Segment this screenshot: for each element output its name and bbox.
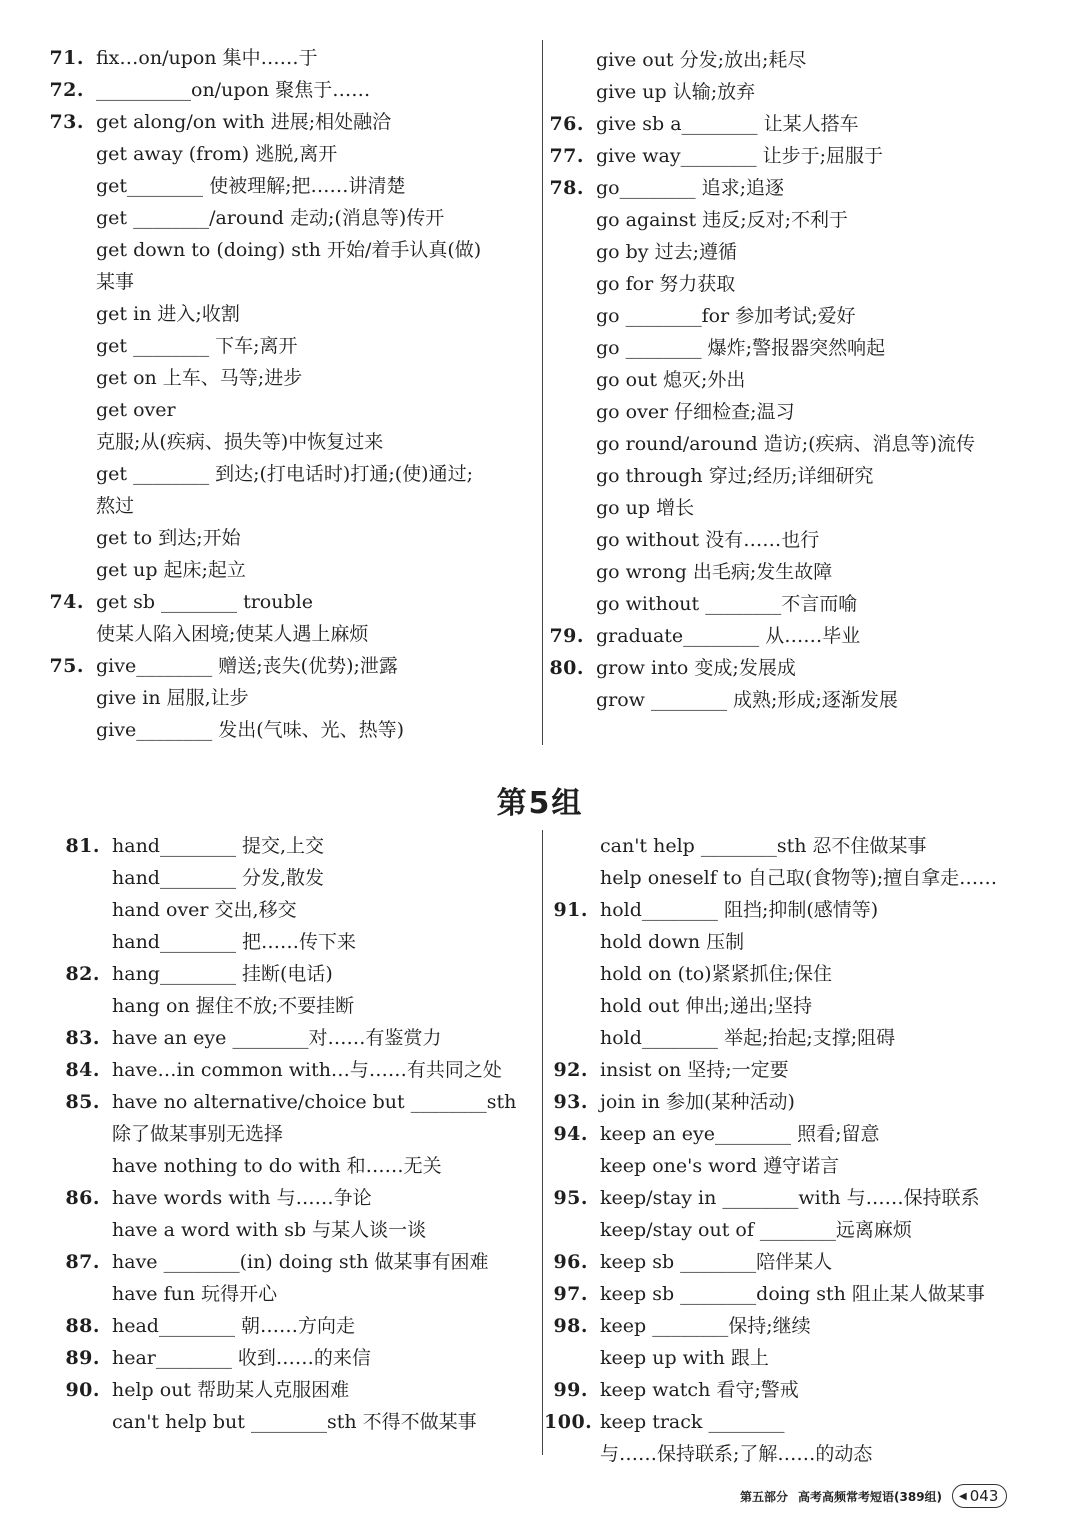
phrase-line <box>544 1438 1044 1470</box>
phrase-text: 与……保持联系;了解……的动态 <box>600 1443 873 1465</box>
phrase-text: head________ 朝……方向走 <box>112 1315 356 1337</box>
phrase-text: grow into 变成;发展成 <box>596 657 796 679</box>
phrase-text: go wrong 出毛病;发生故障 <box>596 561 833 583</box>
phrase-line <box>56 926 532 958</box>
phrase-text: help oneself to 自己取(食物等);擅自拿走…… <box>600 867 998 889</box>
phrase-line <box>540 268 1040 300</box>
item-number: 72. <box>49 79 84 101</box>
item-number: 88. <box>65 1315 100 1337</box>
item-number: 79. <box>549 625 584 647</box>
phrase-line <box>544 926 1044 958</box>
item-number: 91. <box>553 899 588 921</box>
phrase-line <box>56 830 532 862</box>
item-number: 86. <box>65 1187 100 1209</box>
phrase-text: get sb ________ trouble <box>96 591 313 613</box>
item-number: 81. <box>65 835 100 857</box>
phrase-line <box>56 1022 532 1054</box>
phrase-line <box>544 862 1044 894</box>
item-number: 98. <box>553 1315 588 1337</box>
phrase-text: go ________for 参加考试;爱好 <box>596 305 856 327</box>
item-number: 96. <box>553 1251 588 1273</box>
phrase-text: get ________ 下车;离开 <box>96 335 298 357</box>
item-number: 71. <box>49 47 84 69</box>
phrase-line <box>40 394 530 426</box>
phrase-line <box>40 266 530 298</box>
phrase-text: have no alternative/choice but ________sth <box>112 1091 517 1113</box>
item-number: 73. <box>49 111 84 133</box>
phrase-line <box>56 990 532 1022</box>
phrase-text: hand________ 分发,散发 <box>112 867 325 889</box>
phrase-text: get ________ 到达;(打电话时)打通;(使)通过; <box>96 463 473 485</box>
phrase-text: have words with 与……争论 <box>112 1187 372 1209</box>
phrase-text: keep an eye________ 照看;留意 <box>600 1123 880 1145</box>
phrase-text: have fun 玩得开心 <box>112 1283 278 1305</box>
item-number: 74. <box>49 591 84 613</box>
column-bottom-left <box>56 830 532 1438</box>
phrase-text: get on 上车、马等;进步 <box>96 367 303 389</box>
item-number: 99. <box>553 1379 588 1401</box>
phrase-text: keep watch 看守;警戒 <box>600 1379 799 1401</box>
phrase-line <box>40 298 530 330</box>
phrase-text: go________ 追求;追逐 <box>596 177 785 199</box>
phrase-line <box>40 362 530 394</box>
column-top-left <box>40 42 530 746</box>
item-number: 78. <box>549 177 584 199</box>
item-number: 76. <box>549 113 584 135</box>
phrase-text: give up 认输;放弃 <box>596 81 756 103</box>
phrase-line <box>540 524 1040 556</box>
phrase-text: keep/stay in ________with 与……保持联系 <box>600 1187 980 1209</box>
phrase-line <box>40 586 530 618</box>
item-number: 77. <box>549 145 584 167</box>
phrase-text: grow ________ 成熟;形成;逐渐发展 <box>596 689 898 711</box>
phrase-line <box>40 650 530 682</box>
phrase-line <box>56 862 532 894</box>
phrase-text: hand________ 把……传下来 <box>112 931 357 953</box>
phrase-line <box>56 1214 532 1246</box>
phrase-text: go out 熄灭;外出 <box>596 369 746 391</box>
phrase-line <box>40 618 530 650</box>
phrase-line <box>540 556 1040 588</box>
phrase-line <box>56 1406 532 1438</box>
phrase-text: give in 屈服,让步 <box>96 687 249 709</box>
phrase-line <box>40 682 530 714</box>
phrase-text: have ________(in) doing sth 做某事有困难 <box>112 1251 489 1273</box>
phrase-text: join in 参加(某种活动) <box>600 1091 795 1113</box>
phrase-text: keep up with 跟上 <box>600 1347 769 1369</box>
phrase-text: go through 穿过;经历;详细研究 <box>596 465 874 487</box>
phrase-text: 除了做某事别无选择 <box>112 1123 284 1145</box>
phrase-line <box>544 1150 1044 1182</box>
phrase-text: go against 违反;反对;不利于 <box>596 209 849 231</box>
phrase-line <box>540 300 1040 332</box>
phrase-line <box>540 428 1040 460</box>
phrase-text: 克服;从(疾病、损失等)中恢复过来 <box>96 431 384 453</box>
phrase-text: hand over 交出,移交 <box>112 899 297 921</box>
phrase-line <box>544 1054 1044 1086</box>
page-footer <box>740 1483 1007 1509</box>
phrase-text: hold on (to)紧紧抓住;保住 <box>600 963 832 985</box>
phrase-text: 某事 <box>96 271 135 293</box>
phrase-line <box>40 234 530 266</box>
phrase-line <box>40 522 530 554</box>
phrase-text: hold________ 阻挡;抑制(感情等) <box>600 899 879 921</box>
phrase-line <box>40 42 530 74</box>
phrase-text: give________ 发出(气味、光、热等) <box>96 719 405 741</box>
phrase-line <box>540 140 1040 172</box>
phrase-text: go over 仔细检查;温习 <box>596 401 795 423</box>
phrase-text: give________ 赠送;丧失(优势);泄露 <box>96 655 398 677</box>
item-number: 93. <box>553 1091 588 1113</box>
phrase-line <box>540 364 1040 396</box>
phrase-text: hang________ 挂断(电话) <box>112 963 333 985</box>
phrase-line <box>544 1342 1044 1374</box>
phrase-text: keep/stay out of ________远离麻烦 <box>600 1219 912 1241</box>
phrase-line <box>540 172 1040 204</box>
item-number: 87. <box>65 1251 100 1273</box>
phrase-text: get away (from) 逃脱,离开 <box>96 143 338 165</box>
phrase-line <box>544 1406 1044 1438</box>
phrase-text: hang on 握住不放;不要挂断 <box>112 995 355 1017</box>
phrase-line <box>544 894 1044 926</box>
phrase-line <box>544 1278 1044 1310</box>
column-top-right <box>540 44 1040 716</box>
phrase-text: hear________ 收到……的来信 <box>112 1347 371 1369</box>
item-number: 100. <box>544 1411 593 1433</box>
phrase-text: keep one's word 遵守诺言 <box>600 1155 840 1177</box>
phrase-line <box>544 1246 1044 1278</box>
phrase-text: hold________ 举起;抬起;支撑;阻碍 <box>600 1027 896 1049</box>
phrase-text: give out 分发;放出;耗尽 <box>596 49 807 71</box>
phrase-line <box>544 958 1044 990</box>
item-number: 85. <box>65 1091 100 1113</box>
phrase-line <box>56 1150 532 1182</box>
column-divider-bottom <box>542 830 543 1455</box>
phrase-line <box>544 990 1044 1022</box>
item-number: 95. <box>553 1187 588 1209</box>
phrase-line <box>540 460 1040 492</box>
phrase-line <box>56 1054 532 1086</box>
phrase-text: get in 进入;收割 <box>96 303 240 325</box>
footer-part: 第五部分 <box>740 1489 789 1504</box>
phrase-text: can't help ________sth 忍不住做某事 <box>600 835 927 857</box>
item-number: 80. <box>549 657 584 679</box>
phrase-text: insist on 坚持;一定要 <box>600 1059 789 1081</box>
phrase-text: have…in common with…与……有共同之处 <box>112 1059 502 1081</box>
phrase-line <box>540 492 1040 524</box>
phrase-text: go round/around 造访;(疾病、消息等)流传 <box>596 433 975 455</box>
phrase-line <box>540 108 1040 140</box>
phrase-line <box>56 1118 532 1150</box>
phrase-line <box>40 330 530 362</box>
phrase-text: hold out 伸出;递出;坚持 <box>600 995 813 1017</box>
phrase-line <box>40 106 530 138</box>
phrase-line <box>540 76 1040 108</box>
phrase-text: get to 到达;开始 <box>96 527 241 549</box>
phrase-line <box>544 1086 1044 1118</box>
phrase-text: graduate________ 从……毕业 <box>596 625 861 647</box>
phrase-line <box>40 458 530 490</box>
phrase-line <box>544 830 1044 862</box>
phrase-line <box>40 426 530 458</box>
phrase-text: keep sb ________doing sth 阻止某人做某事 <box>600 1283 985 1305</box>
phrase-line <box>540 620 1040 652</box>
phrase-line <box>540 588 1040 620</box>
phrase-text: have a word with sb 与某人谈一谈 <box>112 1219 427 1241</box>
phrase-line <box>540 652 1040 684</box>
item-number: 83. <box>65 1027 100 1049</box>
phrase-text: fix…on/upon 集中……于 <box>96 47 318 69</box>
phrase-line <box>40 714 530 746</box>
phrase-line <box>40 170 530 202</box>
phrase-text: get along/on with 进展;相处融洽 <box>96 111 392 133</box>
phrase-line <box>544 1022 1044 1054</box>
phrase-line <box>56 1342 532 1374</box>
phrase-line <box>544 1310 1044 1342</box>
footer-book-title: 高考高频常考短语(389组) <box>798 1489 943 1504</box>
phrase-text: go up 增长 <box>596 497 695 519</box>
phrase-line <box>540 396 1040 428</box>
phrase-text: go ________ 爆炸;警报器突然响起 <box>596 337 886 359</box>
page-number: 043 <box>969 1487 999 1505</box>
phrase-text: hold down 压制 <box>600 931 745 953</box>
phrase-text: hand________ 提交,上交 <box>112 835 325 857</box>
phrase-line <box>56 1310 532 1342</box>
phrase-text: go without 没有……也行 <box>596 529 820 551</box>
phrase-text: help out 帮助某人克服困难 <box>112 1379 350 1401</box>
phrase-text: keep sb ________陪伴某人 <box>600 1251 833 1273</box>
left-triangle-icon: ◀ <box>959 1490 967 1502</box>
phrase-line <box>544 1374 1044 1406</box>
phrase-line <box>540 332 1040 364</box>
phrase-line <box>544 1214 1044 1246</box>
phrase-line <box>56 1182 532 1214</box>
item-number: 90. <box>65 1379 100 1401</box>
phrase-line <box>540 684 1040 716</box>
phrase-text: go for 努力获取 <box>596 273 736 295</box>
phrase-line <box>56 1374 532 1406</box>
phrase-line <box>56 1086 532 1118</box>
phrase-line <box>56 1278 532 1310</box>
phrase-line <box>544 1118 1044 1150</box>
phrase-text: get ________/around 走动;(消息等)传开 <box>96 207 445 229</box>
phrase-text: can't help but ________sth 不得不做某事 <box>112 1411 477 1433</box>
phrase-text: give sb a________ 让某人搭车 <box>596 113 859 135</box>
phrase-line <box>40 74 530 106</box>
item-number: 82. <box>65 963 100 985</box>
phrase-line <box>56 894 532 926</box>
phrase-line <box>56 958 532 990</box>
page-number-badge <box>952 1484 1007 1508</box>
phrase-line <box>40 490 530 522</box>
phrase-text: 使某人陷入困境;使某人遇上麻烦 <box>96 623 369 645</box>
item-number: 84. <box>65 1059 100 1081</box>
phrase-text: get down to (doing) sth 开始/着手认真(做) <box>96 239 482 261</box>
phrase-text: keep ________保持;继续 <box>600 1315 811 1337</box>
phrase-text: get________ 使被理解;把……讲清楚 <box>96 175 406 197</box>
phrase-line <box>40 202 530 234</box>
phrase-text: give way________ 让步于;屈服于 <box>596 145 884 167</box>
phrase-text: get over <box>96 399 176 421</box>
phrase-line <box>40 554 530 586</box>
item-number: 94. <box>553 1123 588 1145</box>
phrase-line <box>40 138 530 170</box>
item-number: 97. <box>553 1283 588 1305</box>
phrase-line <box>540 44 1040 76</box>
section-title: 第5组 <box>496 786 584 821</box>
item-number: 92. <box>553 1059 588 1081</box>
phrase-text: keep track ________ <box>600 1411 785 1433</box>
phrase-text: get up 起床;起立 <box>96 559 246 581</box>
phrase-text: go without ________不言而喻 <box>596 593 858 615</box>
phrase-line <box>544 1182 1044 1214</box>
phrase-text: have nothing to do with 和……无关 <box>112 1155 442 1177</box>
column-bottom-right <box>544 830 1044 1470</box>
phrase-text: __________on/upon 聚焦于…… <box>96 79 371 101</box>
item-number: 75. <box>49 655 84 677</box>
phrase-text: go by 过去;遵循 <box>596 241 737 263</box>
phrase-line <box>540 236 1040 268</box>
phrase-text: 熬过 <box>96 495 135 517</box>
phrase-text: have an eye ________对……有鉴赏力 <box>112 1027 442 1049</box>
phrase-line <box>56 1246 532 1278</box>
item-number: 89. <box>65 1347 100 1369</box>
phrase-line <box>540 204 1040 236</box>
